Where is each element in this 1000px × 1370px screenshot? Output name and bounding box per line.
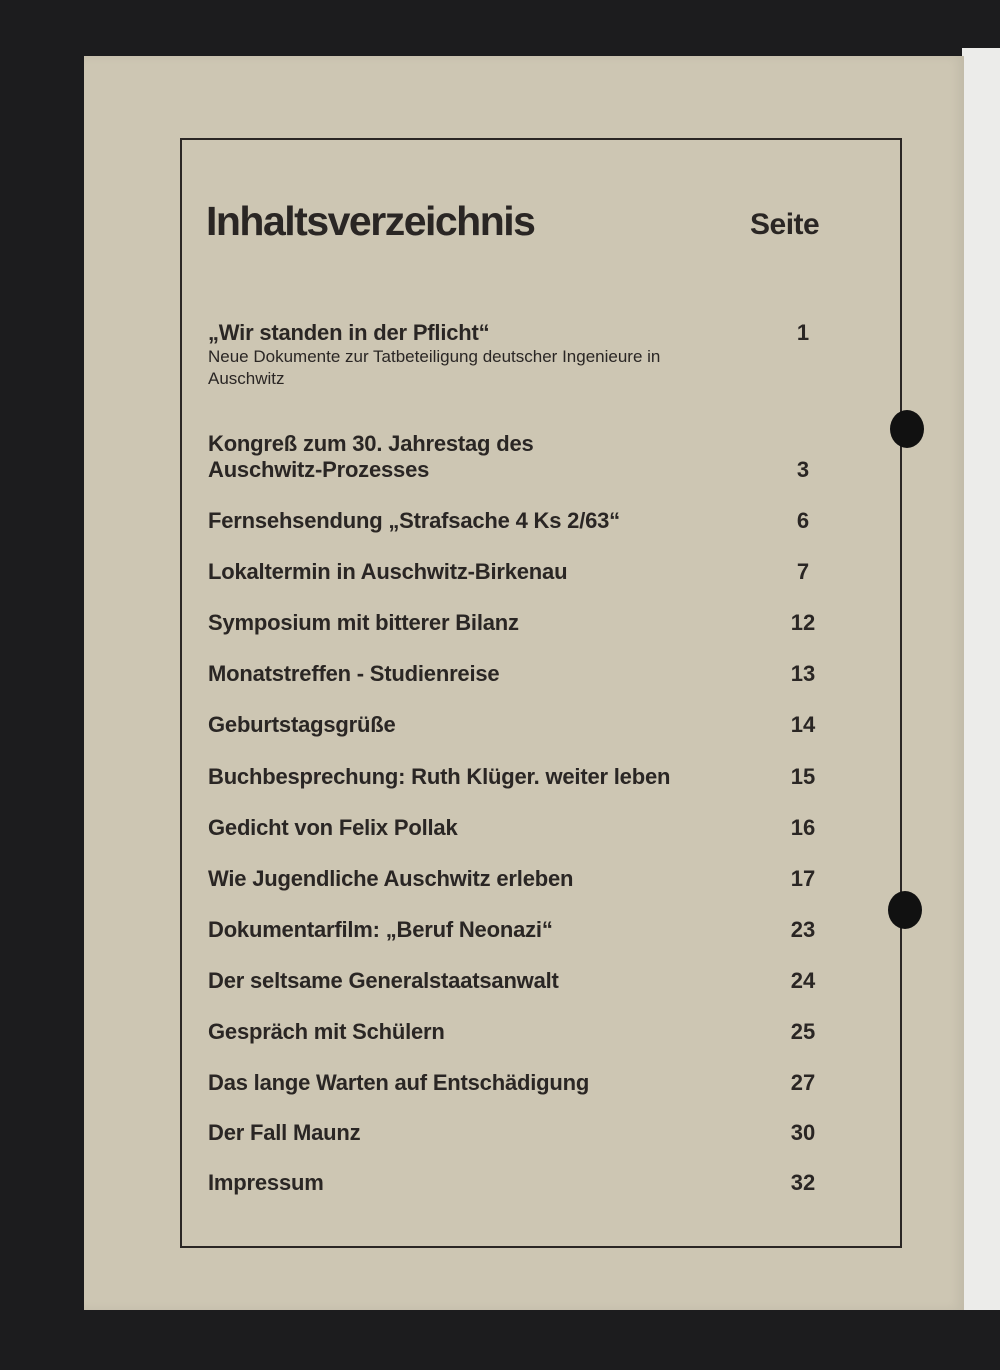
toc-entry-title: Der seltsame Generalstaatsanwalt: [208, 968, 559, 993]
page-title: Inhaltsverzeichnis: [206, 198, 535, 244]
toc-entry: [208, 1070, 908, 1096]
toc-entry-title: Symposium mit bitterer Bilanz: [208, 610, 519, 635]
toc-entry-page: 30: [790, 1120, 816, 1145]
toc-entry: [208, 508, 908, 534]
adjacent-page-edge: [962, 48, 1000, 1310]
toc-entry-title: Der Fall Maunz: [208, 1120, 361, 1145]
toc-entry: [208, 559, 908, 585]
toc-entry-title: Geburtstagsgrüße: [208, 712, 396, 737]
toc-entry: [208, 968, 908, 994]
toc-entry: [208, 610, 908, 636]
toc-entry: [208, 764, 908, 790]
toc-entry-title: Kongreß zum 30. Jahrestag des Auschwitz-Prozesses: [208, 431, 534, 482]
toc-entry-title: Das lange Warten auf Entschädigung: [208, 1070, 590, 1095]
toc-entry-page: 24: [790, 968, 816, 993]
toc-entry-title: Dokumentarfilm: „Beruf Neonazi“: [208, 917, 553, 942]
toc-entry-page: 15: [790, 764, 816, 789]
toc-entry-title: „Wir standen in der Pflicht“: [208, 320, 490, 345]
toc-entry-title: Gespräch mit Schülern: [208, 1019, 445, 1044]
toc-entry: [208, 712, 908, 738]
toc-entry: [208, 917, 908, 943]
toc-entry-title: Wie Jugendliche Auschwitz erleben: [208, 866, 574, 891]
document-page: [84, 56, 964, 1310]
toc-entry-page: 13: [790, 661, 816, 686]
toc-entry: [208, 661, 908, 687]
toc-entry: [208, 1170, 908, 1196]
toc-entry-page: 3: [796, 457, 810, 482]
toc-entry-page: 12: [790, 610, 816, 635]
toc-entry-subtitle: Neue Dokumente zur Tatbeteiligung deutscher Ingenieure in Auschwitz: [208, 347, 661, 388]
toc-entry-page: 16: [790, 815, 816, 840]
toc-entry-page: 17: [790, 866, 816, 891]
toc-entry-title: Monatstreffen - Studienreise: [208, 661, 500, 686]
toc-entry: [208, 431, 908, 483]
toc-entry-page: 23: [790, 917, 816, 942]
toc-entry-title: Fernsehsendung „Strafsache 4 Ks 2/63“: [208, 508, 620, 533]
toc-entry-page: 32: [790, 1170, 816, 1195]
toc-entry-page: 6: [796, 508, 810, 533]
toc-entry-page: 7: [796, 559, 810, 584]
toc-entry-page: 14: [790, 712, 816, 737]
toc-entry-page: 27: [790, 1070, 816, 1095]
toc-entry: [208, 815, 908, 841]
toc-entry-title: Buchbesprechung: Ruth Klüger. weiter leben: [208, 764, 671, 789]
toc-entry-title: Gedicht von Felix Pollak: [208, 815, 458, 840]
toc-entry-page: 1: [796, 320, 810, 345]
toc-entry-page: 25: [790, 1019, 816, 1044]
toc-entry: [208, 1120, 908, 1146]
toc-entry: [208, 866, 908, 892]
page-column-label: Seite: [750, 208, 820, 241]
toc-entry-title: Impressum: [208, 1170, 324, 1195]
toc-entry: [208, 1019, 908, 1045]
toc-entry-title: Lokaltermin in Auschwitz-Birkenau: [208, 559, 568, 584]
toc-entry: [208, 320, 908, 390]
